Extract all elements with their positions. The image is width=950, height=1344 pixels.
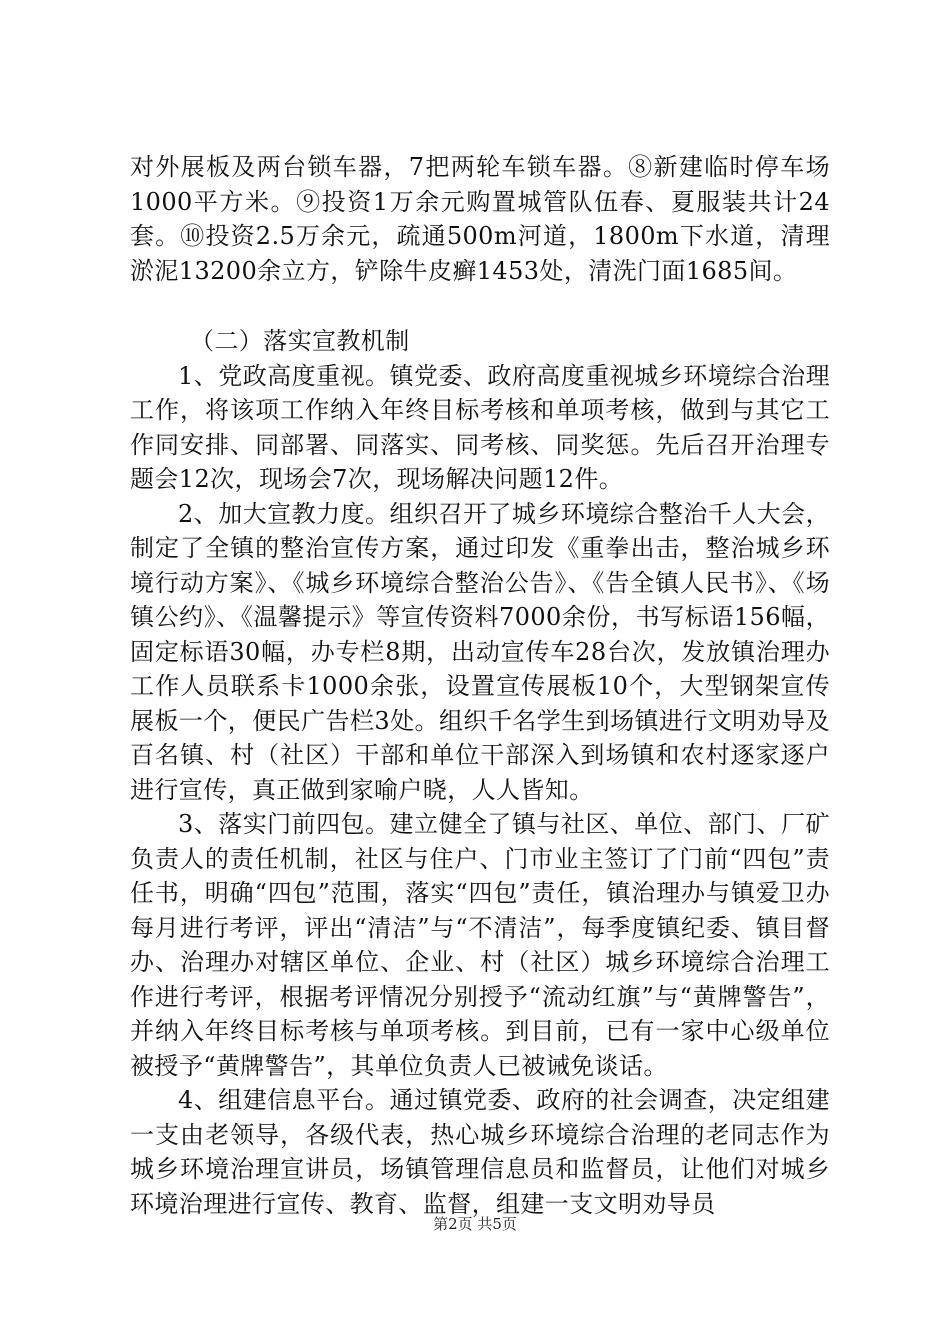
section-heading: （二）落实宣教机制 [190,327,410,355]
paragraph-3: 3、落实门前四包。建立健全了镇与社区、单位、部门、厂矿负责人的责任机制，社区与住户、门市业主签订了门前“四包”责任书，明确“四包”范围，落实“四包”责任，镇治理办与镇爱卫办每月进行考评，评出“清洁”与“不清洁”，每季度镇纪委、镇目督办、治理办对辖区单位、企业、村（社区）城乡环境综合治理工作进行考评，根据考评情况分别授予“流动红旗”与“黄牌警告”，并纳入年终目标考核与单项考核。到目前，已有一家中心级单位被授予“黄牌警告”，其单位负责人已被诫免谈话。 [130,810,830,1080]
paragraph-continuation: 对外展板及两台锁车器，7把两轮车锁车器。⑧新建临时停车场1000平方米。⑨投资1万余元购置城管队伍春、夏服装共计24套。⑩投资2.5万余元，疏通500m河道，1800m下水道，清理淤泥13200余立方，铲除牛皮癣1453处，清洗门面1685间。 [130,153,830,285]
paragraph-2: 2、加大宣教力度。组织召开了城乡环境综合整治千人大会，制定了全镇的整治宣传方案，通过印发《重拳出击，整治城乡环境行动方案》、《城乡环境综合整治公告》、《告全镇人民书》、《场镇公约》、《温馨提示》等宣传资料7000余份，书写标语156幅，固定标语30幅，办专栏8期，出动宣传车28台次，发放镇治理办工作人员联系卡1000余张，设置宣传展板10个，大型钢架宣传展板一个，便民广告栏3处。组织千名学生到场镇进行文明劝导及百名镇、村（社区）干部和单位干部深入到场镇和农村逐家逐户进行宣传，真正做到家喻户晓，人人皆知。 [130,499,830,804]
paragraph-gap [130,288,830,324]
paragraph-4: 4、组建信息平台。通过镇党委、政府的社会调查，决定组建一支由老领导，各级代表，热心城乡环境综合治理的老同志作为城乡环境治理宣讲员，场镇管理信息员和监督员，让他们对城乡环境治理进行宣传、教育、监督，组建一支文明劝导员 [130,1086,830,1218]
page-footer: 第2页 共5页 [433,1215,517,1233]
document-body [130,150,830,1221]
paragraph-1: 1、党政高度重视。镇党委、政府高度重视城乡环境综合治理工作，将该项工作纳入年终目标考核和单项考核，做到与其它工作同安排、同部署、同落实、同考核、同奖惩。先后召开治理专题会12次，现场会7次，现场解决问题12件。 [130,361,830,493]
